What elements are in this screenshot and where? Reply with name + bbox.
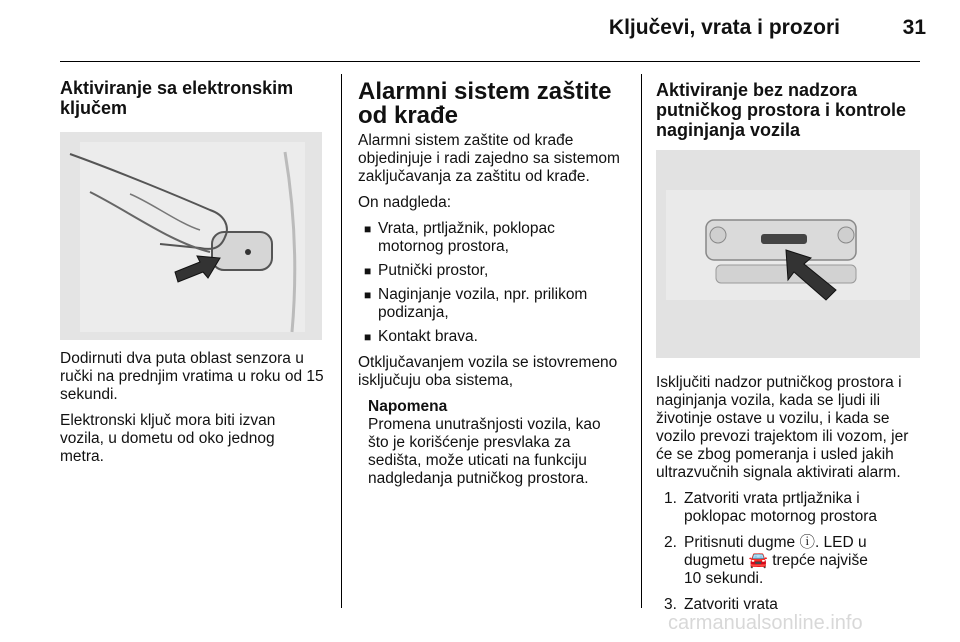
paragraph-touch-sensor: Dodirnuti dva puta oblast senzora u ručki na prednjim vratima u roku od 15 sekundi. (60, 350, 324, 403)
column-divider-2 (641, 74, 642, 608)
note-box (358, 398, 628, 488)
section-heading-alarm-system: Alarmni sistem zaštite od krađe (358, 78, 612, 129)
step-number: 3. (664, 596, 677, 613)
paragraph-unlock: Otključavanjem vozila se istovremeno isključuju oba sistema, (358, 354, 618, 389)
column-2 (358, 80, 628, 488)
illustration-overhead-console (656, 150, 920, 358)
section-heading-electronic-key: Aktiviranje sa elektronskim ključem (60, 78, 294, 118)
page-header-title: Ključevi, vrata i prozori (608, 16, 840, 39)
list-item (664, 534, 920, 588)
step-text: Zatvoriti vrata prtljažnika i poklopac motornog prostora (684, 490, 878, 525)
step-number: 1. (664, 490, 677, 507)
paragraph-key-range: Elektronski ključ mora biti izvan vozila, u dometu od oko jednog metra. (60, 412, 276, 465)
column-1-body (60, 350, 328, 474)
header-rule (60, 61, 920, 62)
list-item: ■ Vrata, prtljažnik, poklopac motornog prostora, (364, 220, 578, 256)
column-divider-1 (341, 74, 342, 608)
note-title: Napomena (368, 398, 448, 415)
overhead-console-button-icon (656, 150, 920, 358)
column-3-body (656, 374, 920, 622)
section-heading-deactivate-monitoring: Aktiviranje bez nadzora putničkog prostora i kontrole naginjanja vozila (656, 80, 907, 140)
list-item: ■ Putnički prostor, (364, 262, 628, 280)
note-text: Promena unutrašnjosti vozila, kao što je korišćenje presvlaka za sedišta, može uticati na funkciju nadgledanja putničkog prostora. (368, 416, 601, 487)
monitored-items-list (358, 220, 628, 346)
watermark: carmanualsonline.info (668, 612, 863, 634)
paragraph-alarm-intro: Alarmni sistem zaštite od krađe objedinjuje i radi zajedno sa sistemom zaključavanja za zaštitu od krađe. (358, 132, 620, 185)
page-number: 31 (902, 16, 926, 39)
list-item: ■ Kontakt brava. (364, 328, 628, 346)
hand-on-door-handle-icon (60, 132, 322, 340)
step-number: 2. (664, 534, 677, 551)
step-text: Pritisnuti dugme ⓘ. LED u dugmetu 🚘 trepće najviše 10 sekundi. (684, 534, 868, 587)
list-item (664, 490, 920, 526)
list-item: ■ Naginjanje vozila, npr. prilikom podizanja, (364, 286, 598, 322)
steps-list (656, 490, 920, 614)
column-1 (60, 78, 328, 118)
paragraph-monitors-label: On nadgleda: (358, 194, 452, 211)
illustration-door-handle (60, 132, 322, 340)
step-text: Zatvoriti vrata (684, 596, 778, 613)
column-3 (656, 80, 920, 140)
paragraph-deactivate-reasons: Isključiti nadzor putničkog prostora i naginjanja vozila, kada se ljudi ili životinje ostave u vozilu, i kada se vozilo prevozi trajektom ili vozom, jer će se zbog pomeranja i usled jakih ultrazvučnih signala aktivirati alarm. (656, 374, 909, 481)
